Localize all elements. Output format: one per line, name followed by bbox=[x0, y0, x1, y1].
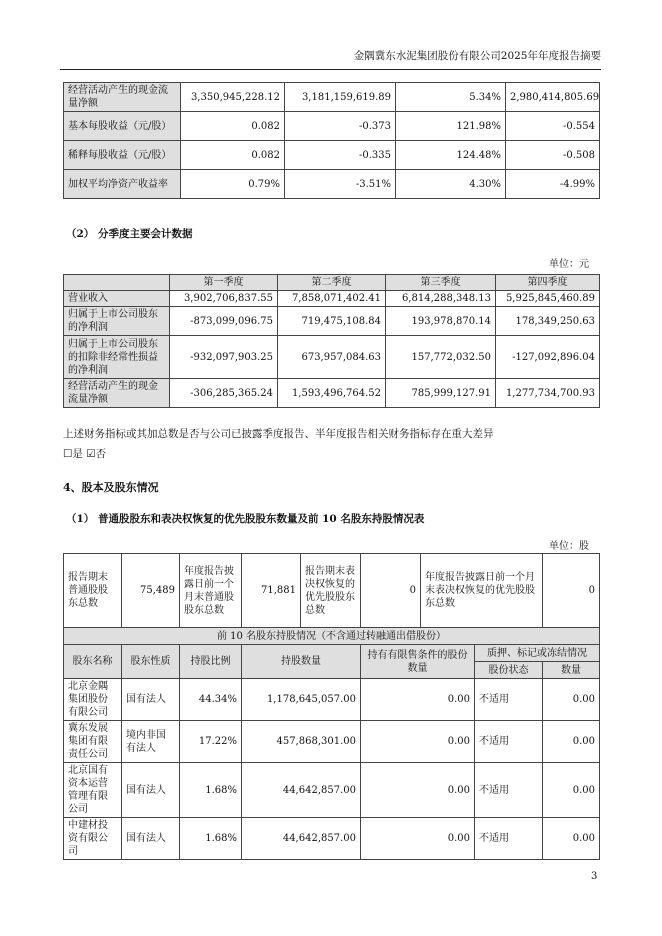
row-label: 经营活动产生的现金流量净额 bbox=[64, 379, 170, 408]
summary-label-1: 报告期末普通股股东总数 bbox=[64, 554, 122, 628]
pledge-status: 不适用 bbox=[475, 763, 543, 818]
section-title-quarterly: （2） 分季度主要会计数据 bbox=[66, 228, 193, 240]
shareholding-qty: 44,642,857.00 bbox=[242, 763, 361, 818]
shareholding-pct: 1.68% bbox=[180, 763, 242, 818]
table-row bbox=[64, 141, 600, 170]
difference-note: 上述财务指标或其加总数是否与公司已披露季度报告、半年度报告相关财务指标存在重大差异 bbox=[63, 428, 494, 440]
shareholder-row bbox=[64, 721, 600, 763]
shareholder-row bbox=[64, 679, 600, 721]
row-label: 加权平均净资产收益率 bbox=[64, 170, 181, 199]
restricted-qty: 0.00 bbox=[361, 818, 475, 860]
col-header-pct: 持股比例 bbox=[180, 645, 242, 679]
summary-label-4: 年度报告披露日前一个月末表决权恢复的优先股股东总数 bbox=[421, 554, 543, 628]
table-cell: -932,097,903.25 bbox=[170, 336, 278, 379]
summary-value-2: 71,881 bbox=[242, 554, 301, 628]
table-cell: 121.98% bbox=[396, 112, 506, 141]
shareholders-table bbox=[63, 553, 600, 860]
col-header-name: 股东名称 bbox=[64, 645, 122, 679]
col-header-nature: 股东性质 bbox=[122, 645, 180, 679]
table-row bbox=[64, 170, 600, 199]
col-header-pledge: 质押、标记或冻结情况 bbox=[475, 645, 600, 662]
column-header bbox=[64, 275, 170, 291]
table-cell: 3,350,945,228.12 bbox=[181, 83, 285, 112]
column-header: 第二季度 bbox=[278, 275, 386, 291]
pledge-qty: 0.00 bbox=[543, 763, 600, 818]
table-cell: -0.554 bbox=[506, 112, 600, 141]
shareholder-nature: 国有法人 bbox=[122, 818, 180, 860]
table-cell: 3,902,706,837.55 bbox=[170, 291, 278, 307]
table-cell: 673,957,084.63 bbox=[278, 336, 386, 379]
shareholding-pct: 17.22% bbox=[180, 721, 242, 763]
table-cell: 157,772,032.50 bbox=[386, 336, 496, 379]
column-header: 第三季度 bbox=[386, 275, 496, 291]
top10-title: 前 10 名股东持股情况（不含通过转融通出借股份） bbox=[64, 628, 600, 645]
restricted-qty: 0.00 bbox=[361, 679, 475, 721]
table-cell: 0.79% bbox=[181, 170, 285, 199]
shareholder-name: 中建材投资有限公司 bbox=[64, 818, 122, 860]
pledge-qty: 0.00 bbox=[543, 818, 600, 860]
pledge-qty: 0.00 bbox=[543, 679, 600, 721]
col-header-pledge-status: 股份状态 bbox=[475, 662, 543, 679]
table-cell: -3.51% bbox=[285, 170, 396, 199]
table-row bbox=[64, 379, 600, 408]
shareholder-row bbox=[64, 818, 600, 860]
table-cell: -873,099,096.75 bbox=[170, 307, 278, 336]
table-cell: -0.373 bbox=[285, 112, 396, 141]
unit-label-shares: 单位：股 bbox=[549, 541, 589, 552]
table-cell: 0.082 bbox=[181, 141, 285, 170]
table-row bbox=[64, 112, 600, 141]
table-cell: -4.99% bbox=[506, 170, 600, 199]
row-label: 营业收入 bbox=[64, 291, 170, 307]
shareholder-nature: 国有法人 bbox=[122, 679, 180, 721]
summary-value-3: 0 bbox=[361, 554, 421, 628]
column-header: 第一季度 bbox=[170, 275, 278, 291]
table-cell: 5,925,845,460.89 bbox=[496, 291, 600, 307]
table-cell: 7,858,071,402.41 bbox=[278, 291, 386, 307]
shareholding-qty: 457,868,301.00 bbox=[242, 721, 361, 763]
table-row bbox=[64, 307, 600, 336]
restricted-qty: 0.00 bbox=[361, 721, 475, 763]
table-cell: 6,814,288,348.13 bbox=[386, 291, 496, 307]
summary-value-4: 0 bbox=[543, 554, 600, 628]
shareholder-row bbox=[64, 763, 600, 818]
table-cell: 2,980,414,805.69 bbox=[506, 83, 600, 112]
col-header-qty: 持股数量 bbox=[242, 645, 361, 679]
table-cell: 1,593,496,764.52 bbox=[278, 379, 386, 408]
pledge-qty: 0.00 bbox=[543, 721, 600, 763]
unit-label-yuan: 单位：元 bbox=[549, 259, 589, 270]
column-header: 第四季度 bbox=[496, 275, 600, 291]
restricted-qty: 0.00 bbox=[361, 763, 475, 818]
table-cell: 193,978,870.14 bbox=[386, 307, 496, 336]
shareholder-name: 北京金隅集团股份有限公司 bbox=[64, 679, 122, 721]
pledge-status: 不适用 bbox=[475, 818, 543, 860]
row-label: 归属于上市公司股东的扣除非经常性损益的净利润 bbox=[64, 336, 170, 379]
page-header: 金隅冀东水泥集团股份有限公司2025年年度报告摘要 bbox=[60, 48, 601, 70]
table-cell: 719,475,108.84 bbox=[278, 307, 386, 336]
row-label: 稀释每股收益（元/股） bbox=[64, 141, 181, 170]
table-cell: 124.48% bbox=[396, 141, 506, 170]
table-cell: -127,092,896.04 bbox=[496, 336, 600, 379]
shareholding-pct: 1.68% bbox=[180, 818, 242, 860]
shareholder-name: 北京国有资本运营管理有限公司 bbox=[64, 763, 122, 818]
summary-label-2: 年度报告披露日前一个月末普通股股东总数 bbox=[180, 554, 242, 628]
table-cell: 0.082 bbox=[181, 112, 285, 141]
table-cell: 3,181,159,619.89 bbox=[285, 83, 396, 112]
summary-label-3: 报告期末表决权恢复的优先股股东总数 bbox=[301, 554, 361, 628]
row-label: 经营活动产生的现金流量净额 bbox=[64, 83, 181, 112]
table-cell: 5.34% bbox=[396, 83, 506, 112]
quarterly-data-table bbox=[63, 274, 600, 408]
table-cell: 4.30% bbox=[396, 170, 506, 199]
shareholder-name: 冀东发展集团有限责任公司 bbox=[64, 721, 122, 763]
section-4-1-title: （1） 普通股股东和表决权恢复的优先股股东数量及前 10 名股东持股情况表 bbox=[66, 513, 425, 525]
shareholder-nature: 境内非国有法人 bbox=[122, 721, 180, 763]
table-row bbox=[64, 336, 600, 379]
pledge-status: 不适用 bbox=[475, 679, 543, 721]
difference-checkbox: ☐是 ☑否 bbox=[63, 448, 107, 460]
pledge-status: 不适用 bbox=[475, 721, 543, 763]
holders-summary-row bbox=[64, 554, 600, 628]
row-label: 归属于上市公司股东的净利润 bbox=[64, 307, 170, 336]
summary-value-1: 75,489 bbox=[122, 554, 180, 628]
table-cell: 178,349,250.63 bbox=[496, 307, 600, 336]
shareholder-nature: 国有法人 bbox=[122, 763, 180, 818]
page-number: 3 bbox=[591, 871, 598, 882]
table-cell: -0.335 bbox=[285, 141, 396, 170]
table-cell: 1,277,734,700.93 bbox=[496, 379, 600, 408]
table-cell: 785,999,127.91 bbox=[386, 379, 496, 408]
table-row bbox=[64, 83, 600, 112]
table-row bbox=[64, 291, 600, 307]
shareholding-qty: 1,178,645,057.00 bbox=[242, 679, 361, 721]
col-header-pledge-qty: 数量 bbox=[543, 662, 600, 679]
table-cell: -306,285,365.24 bbox=[170, 379, 278, 408]
key-financial-table bbox=[63, 82, 600, 199]
col-header-restricted: 持有有限售条件的股份数量 bbox=[361, 645, 475, 679]
section-4-title: 4、股本及股东情况 bbox=[63, 481, 159, 494]
shareholding-pct: 44.34% bbox=[180, 679, 242, 721]
shareholding-qty: 44,642,857.00 bbox=[242, 818, 361, 860]
table-cell: -0.508 bbox=[506, 141, 600, 170]
row-label: 基本每股收益（元/股） bbox=[64, 112, 181, 141]
